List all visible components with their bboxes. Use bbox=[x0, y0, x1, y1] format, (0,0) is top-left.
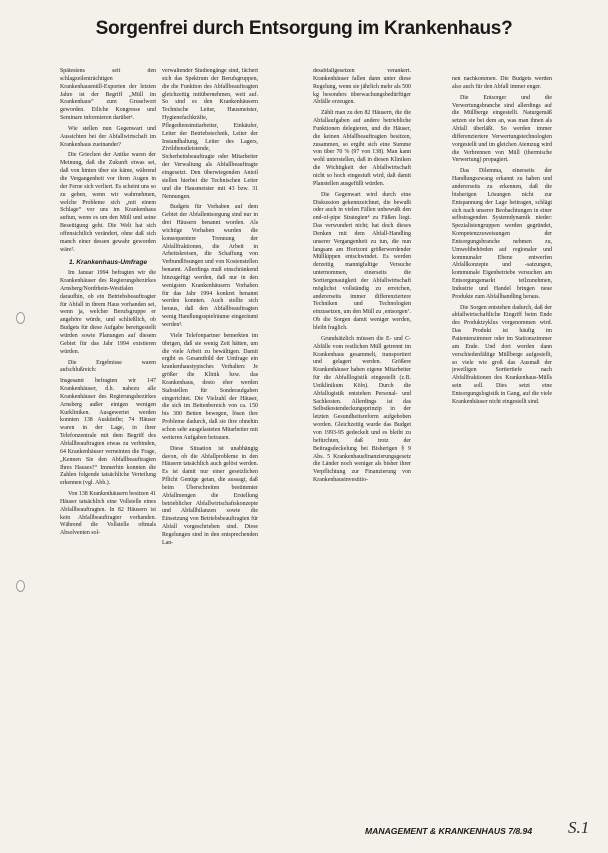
article-title: Sorgenfrei durch Entsorgung im Krankenhaus? bbox=[95, 18, 513, 39]
paragraph: Budgets für Vorhaben auf dem Gebiet der Abfallentsorgung sind nur in drei Häusern benannt worden. Als wichtige Vorhaben wurden die konsequentere Trennung der Abfallfraktionen, die Arbeit in Arbeitskreisen, die Schaffung von Verbundlösungen und von Kostenstellen benannt. Allerdings muß einschränkend hinzugefügt werden, daß nur in den wenigsten Krankenhäusern Vorhaben für das Jahr 1994 konkret benannt werden konnten. Auch stellte sich heraus, daß den Abfallbeauftragten wenig Handlungsspielräume eingeräumt werden³. bbox=[162, 204, 258, 328]
paragraph: nen nachkommen. Die Budgets werden also auch für den Abfall immer enger. bbox=[452, 76, 552, 90]
punch-hole-top bbox=[16, 312, 25, 324]
paragraph: Die Ergebnisse waren aufschlußreich: bbox=[60, 359, 156, 374]
paragraph: Zählt man zu den 82 Häusern, die die Abfallaufgaben auf andere betriebliche Funktionen delegieren, und die Häuser, die keinen Abfallbeauftragten besitzen, zusammen, so ergibt sich eine Summe von über 70 % (97 von 138). Man kann wohl unterstellen, daß in diesen Kliniken die Wichtigkeit der Abfallwirtschaft nicht so hoch eingestuft wird, daß damit Planstellen ausgefüllt würden. bbox=[313, 110, 411, 187]
paragraph: Wie stellen nun Gegenwart und Aussichten bei der Abfallwirtschaft im Krankenhaus zueinander? bbox=[60, 125, 156, 148]
paragraph: Die Gegenwart wird durch eine Diskussion gekennzeichnet, die bewußt oder auch in vielen Fällen unbewußt den end-of-pipe Strategien⁴ zu Füßen liegt. Das verwundert nicht; hat doch dieses Denken mit dem Abfall-Handling unserer Vergangenheit zu tun, die nun langsam am Horizont größerwerdender Müllkippen entschwindet. Es werden derzeitig mannigfaltige Versuche unternommen, einerseits die Sortiergenauigkeit der Abfallwirtschaft möglichst vollständig zu erreichen, andererseits immer differenziertere Techniken und Technologien einzusetzen, um den Müll zu ‚entsorgen‘. Ob die Sorgen damit weniger werden, bleibt fraglich. bbox=[313, 191, 411, 331]
paragraph: Grundsätzlich müssen die E- und C-Abfälle vom restlichen Müll getrennt im Krankenhaus gesammelt, transportiert und gelagert werden. Größere Krankenhäuser haben eigene Mitarbeiter für die Abfalllogistik eingestellt (z.B. Uniklinikum Köln). Durch die Abfallogistik entstehen Personal- und Sachkosten. Allerdings ist das Selbstkostendeckungsprinzip in der letzten Gesundheitsreform aufgehoben worden. Gleichzeitig wurde das Budget von 1993-95 gedeckelt und es bleibt zu befürchten, daß trotz der Beitragsdeckelung bei Bisherigen § 9 Abs. 5 Krankenhausfinanzierungsgesetz die Länder noch weniger als bisher ihrer Verpflichtung zur Finanzierung von Krankenhausinvestitio- bbox=[313, 335, 411, 484]
page-number: S.1 bbox=[568, 818, 590, 837]
paragraph: Das Dilemma, einerseits der Handlungszwang erkannt zu haben und andererseits zu erkennen, daß die bisherigen Lösungen nicht zur Entspannung der Lage beitragen, schlägt sich nach unserer Beobachtungen in einer selbstragenden Systemdynamik nieder: Spezialistengruppen werden gegründet, Kompetenzzuweisungen der Entsorgungsbranche nehmen zu, Umweltbehörden auf regionaler und kommunaler Ebene entwerfen Abfallkonzepte und -satzungen, kommunale Eigenbetriebe versuchen am Entsorgungsmarkt teilzunehmen, Industrie und Handel bringen neue Produkte zum Abfallhandling heraus. bbox=[452, 168, 552, 300]
paragraph: Viele Telefonpartner bemerkten im übrigen, daß sie wenig Zeit hätten, um die viele Arbeit zu bewältigen. Damit ergibt es Gesamtbild der Umfrage ein krankenhaustypisches Verhalten: Je größer die Klinik bzw. das Krankenhaus, desto eher werden Stabstellen für Sonderaufgaben eingerichtet. Die Vielzahl der Häuser, die sich im Bettenbereich von ca. 150 bis 300 Betten bewegen, lösen ihre Probleme dadurch, daß sie ihre ohnehin schon sehr ausgelasteten Mitarbeiter mit weiteren Aufgaben betrauen. bbox=[162, 332, 258, 441]
text-column-4 bbox=[452, 76, 552, 636]
paragraph: verwaltender Studiengänge sind, fächert sich das Spektrum der Berufsgruppen, die die Funktion des Abfallbeauftragten gleichzeitig mitübernehmen, weit auf. So sind es den Krankenhäusern Technische Leiter, Hausmeister, Hygienefachkräfte, Pflegedienstmitarbeiter, Einkäufer, Leiter der Betriebstechnik, Leiter der Instandhaltung, Leiter des Lagers, Zivildienstleistende, Sicherheitsbeauftragte oder Mitarbeiter der Verwaltung als Abfallbeauftragte eingesetzt. Den überwiegenden Anteil stellen hierbei die Technischen Leiter und die Hausmeister mit 43 bzw. 31 Nennungen. bbox=[162, 68, 258, 200]
publication-footer: MANAGEMENT & KRANKENHAUS 7/8.94 bbox=[365, 826, 533, 836]
paragraph: Die Entsorger und die Verwertungsbranche sind allerdings auf die Müllberge eingestellt. Naturgemäß setzen sie bei dem an, was man ihnen als Abfall überläßt. So werden immer differenziertere Verwertungstechnologien vorgestellt und im gleichen Atemzug wird die Verbrennen von Müll (thermische Verwertung) propagiert. bbox=[452, 94, 552, 164]
paragraph: Insgesamt befragten wir 147 Krankenhäuser, d.h. nahezu alle Krankenhäuser des Regierungsbezirkes Arnsberg außer einigen wenigen Kurkliniken. Ausgewertet werden konnten 138 Auskünfte; 74 Häuser waren in der Lage, in ihrer Telefonzentrale mit dem Begriff des Abfallbeauftragten etwas zu verbinden, 64 Krankenhäuser verneinten die Frage, „Kennen Sie den Abfallbeauftragten Ihres Hauses?“ Immerhin konnten die Zahlen folgende tatsächliche Verteilung erkennen (vgl. Abb.). bbox=[60, 378, 156, 487]
text-column-3 bbox=[313, 68, 411, 838]
punch-hole-bottom bbox=[16, 580, 25, 592]
paragraph: Im Januar 1994 befragten wir die Krankenhäuser des Regierungsbezirkes Arnsberg/Nordrhein-Westfalen daraufhin, ob ein Betriebsbeauftragter für Abfall in ihrem Haus vorhanden sei, wenn ja, welcher Berufsgruppe er angehöre würde, und schließlich, ob Budgets für diese Aufgabe bereitgestellt würden sowie Planungen auf diesem Gebiet für das Jahr 1994 existieren würden. bbox=[60, 270, 156, 355]
paragraph: Von 138 Krankenhäusern besitzen 41 Häuser tatsächlich eine Vollstelle eines Abfallbeauftragten. In 82 Häusern ist kein Abfallbeauftragter vorhanden. Während die Vollstelle oftmals Absolventen sol- bbox=[60, 491, 156, 537]
paragraph: Die Sorgen entstehen dadurch, daß der abfallwirtschaftliche Eingriff beim Ende des Produktzyklus vorgenommen wird. Das Produkt ist häufig im Patientenzimmer oder im Stationszimmer am Ende. Und dort werden dann verschiedenfältige Müllberge aufgestellt, so viele wie groß das Ausmaß der jeweiligen Sortiertiefe nach Abfallfraktionen des Krankenhaus-Mülls sein soll. Dies setzt eine Entsorgungslogistik in Gang, auf die viele Krankenhäuser nicht eingestellt sind. bbox=[452, 304, 552, 405]
paragraph: desabfallgesetzen verankert. Krankenhäuser fallen dann unter diese Regelung, wenn sie jährlich mehr als 500 kg besonders überwachungsbedürftiger Abfälle erzeugen. bbox=[313, 68, 411, 106]
text-column-2 bbox=[162, 68, 258, 838]
paragraph: Spätestens seit den schlagzeilenträchtigen Krankenhausmüll-Exporten der letzten Jahre ist der Begriff „Müll im Krankenhaus“ zum Gruselwort geworden. Etliche Kongresse und Seminare informieren darüber¹. bbox=[60, 68, 156, 122]
paragraph: Diese Situation ist unabhängig davon, ob die Abfallprobleme in den Häusern tatsächlich auch gelöst werden. Es ist damit nur einer gesetzlichen Pflicht Genüge getan, die aussagt, daß beim Überschreiten bestimmter Abfallmengen die Erstellung betrieblicher Abfallwirtschaftskonzepte und Abfallbilanzen sowie die Einsetzung von Betriebsbeauftragten für Abfall vorgeschrieben sind. Diese Regelungen sind in den entsprechenden Lan- bbox=[162, 445, 258, 546]
paragraph: Die Griechen der Antike waren der Meinung, daß die Zukunft etwas sei, daß von hinten über sie käme, während die Vergangenheit vor ihren Augen in der Ferne sich verliert. Es scheint uns so zu gehen, wenn wir wahrnehmen, welche Probleme sich „mit einem Schlage“ vor uns im Krankenhaus auftun, wenn es um den Müll und seine Beseitigung geht. Die Welt hat sich offensichtlich verändert, ohne daß sich manch einer dessen gewahr geworden wäre². bbox=[60, 152, 156, 253]
text-column-1 bbox=[60, 68, 156, 838]
section-heading: 1. Krankenhaus-Umfrage bbox=[68, 259, 148, 267]
